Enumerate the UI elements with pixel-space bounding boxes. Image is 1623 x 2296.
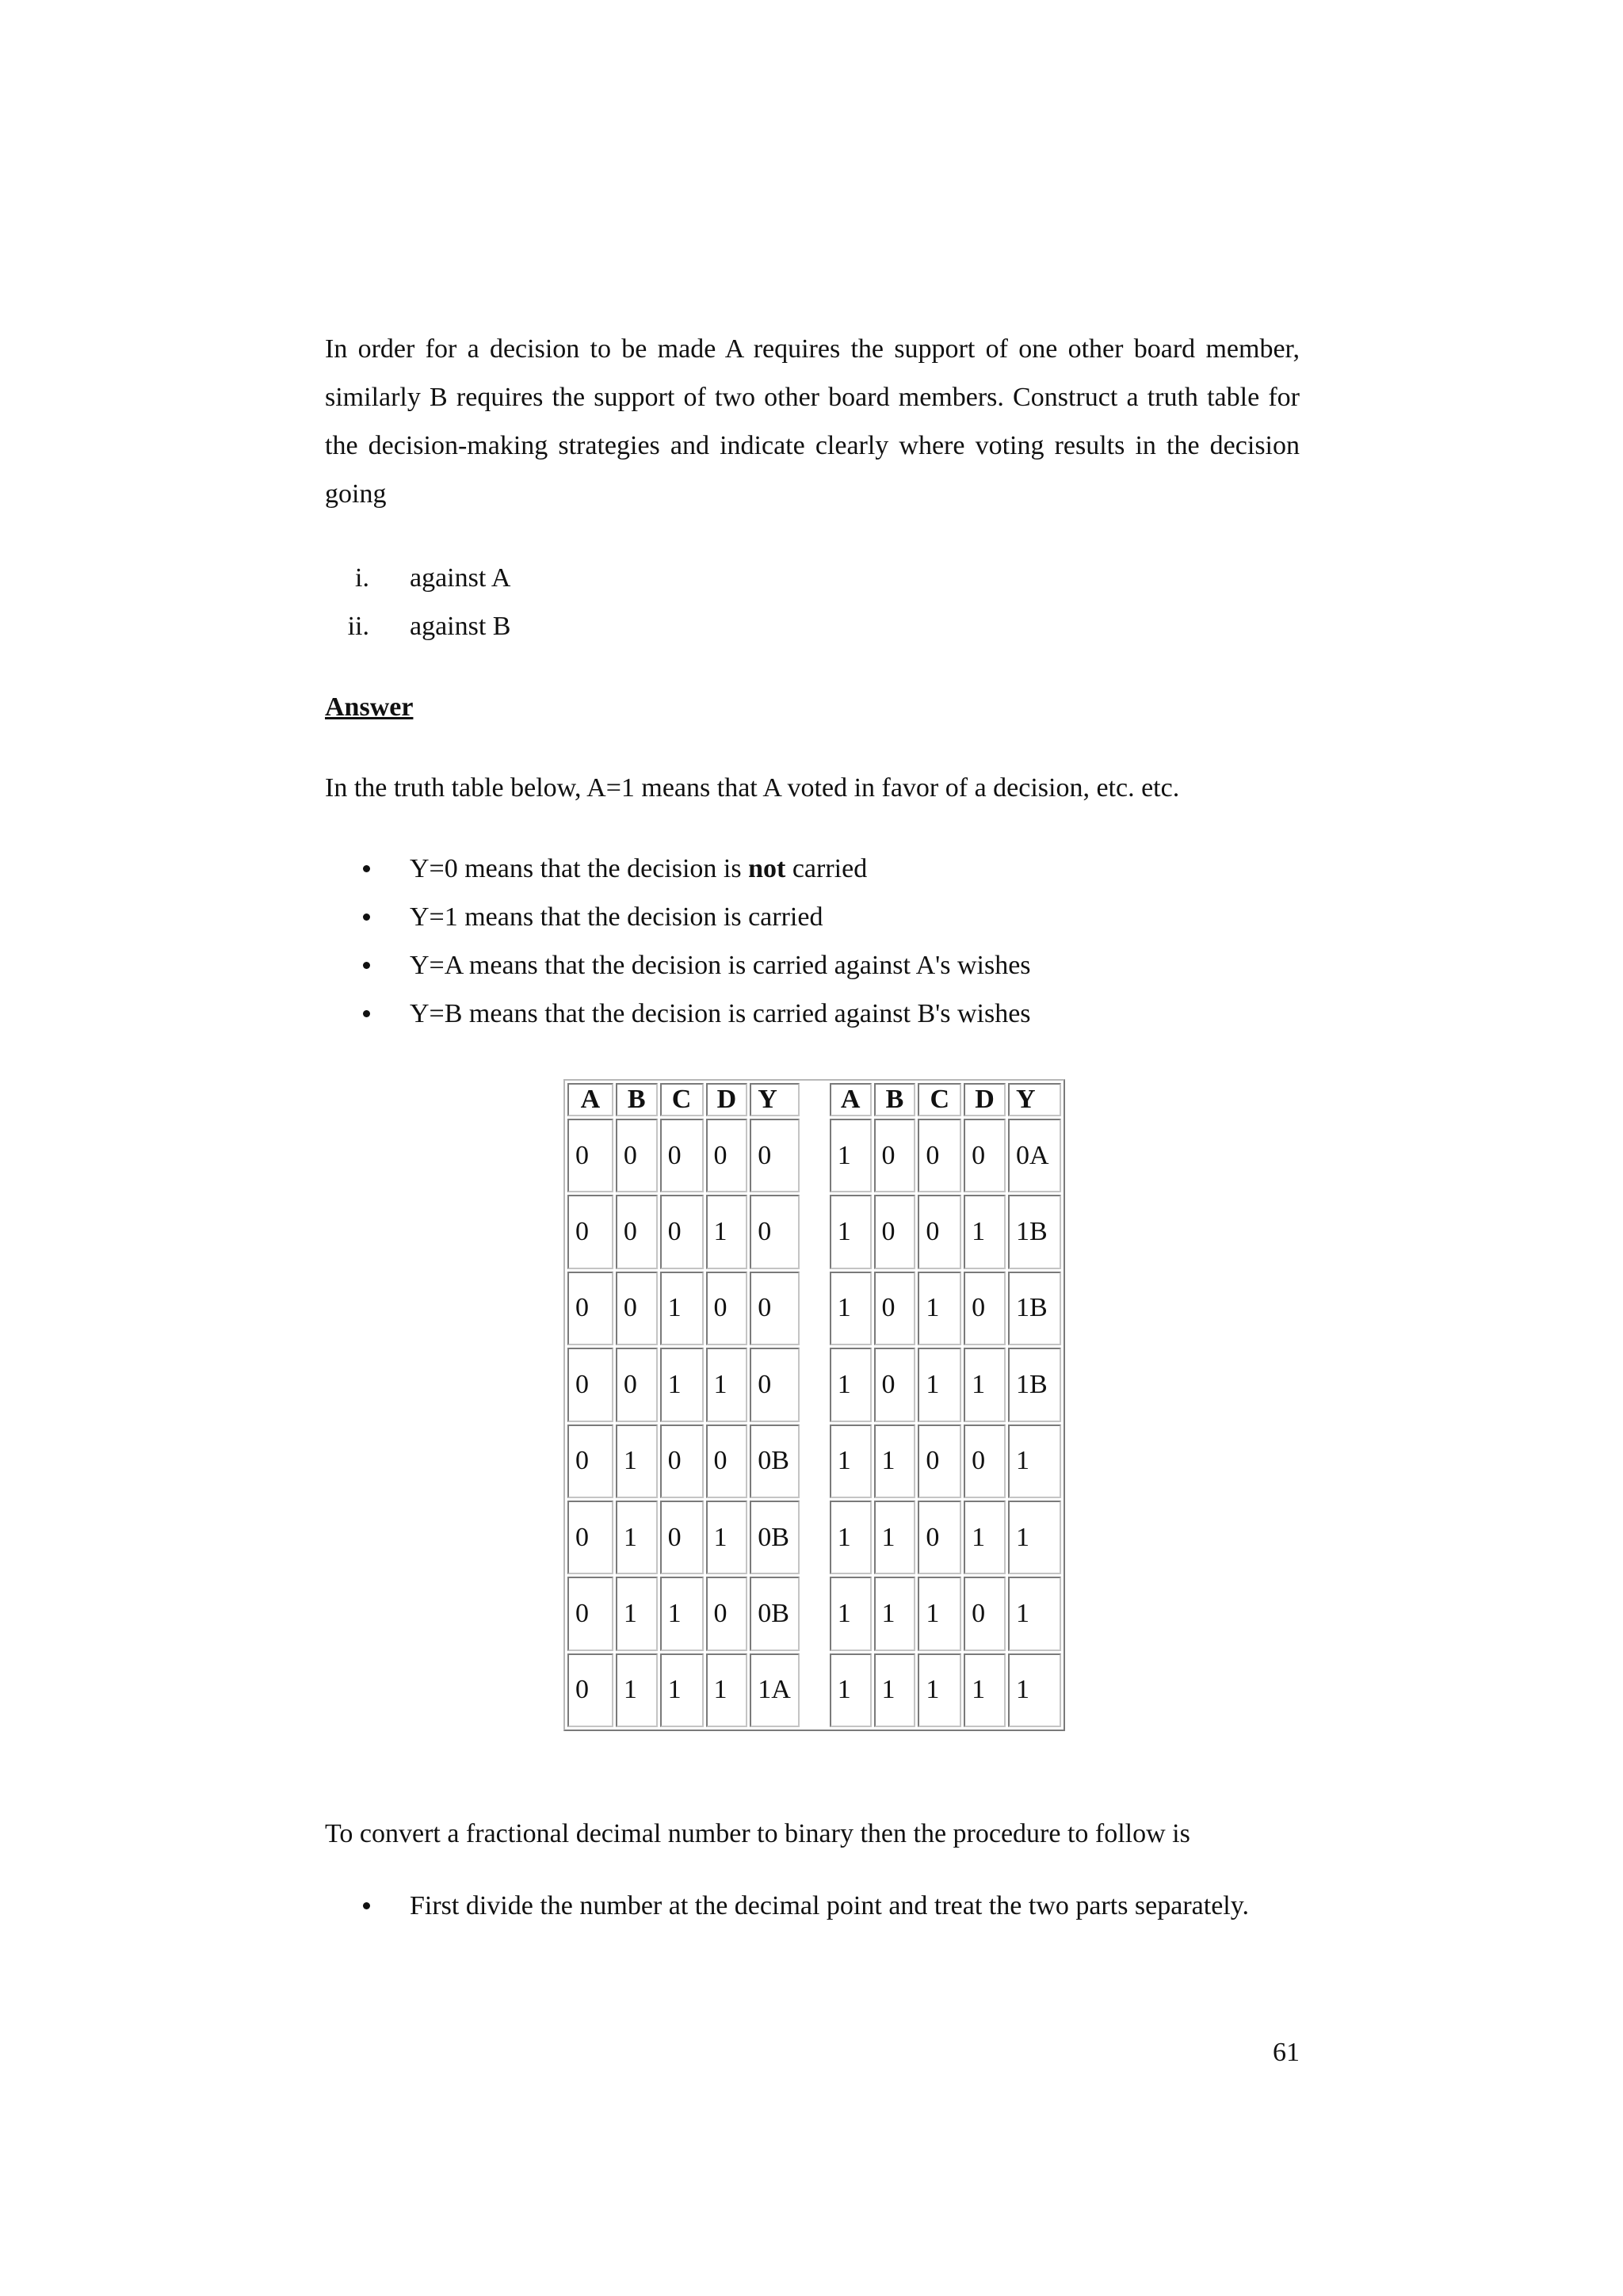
table-cell: 0B xyxy=(750,1577,800,1650)
column-spacer xyxy=(802,1425,827,1498)
table-cell: 1 xyxy=(1008,1577,1061,1650)
column-header: A xyxy=(830,1083,872,1116)
table-cell: 0 xyxy=(567,1348,613,1421)
table-cell: 0 xyxy=(750,1348,800,1421)
table-cell: 0 xyxy=(750,1195,800,1268)
table-cell: 1 xyxy=(830,1119,872,1192)
table-cell: 1 xyxy=(616,1501,658,1574)
table-cell: 1 xyxy=(918,1348,961,1421)
table-cell: 0 xyxy=(706,1425,748,1498)
legend-text: Y=1 means that the decision is carried xyxy=(410,902,823,932)
table-cell: 0 xyxy=(918,1425,961,1498)
table-cell: 0 xyxy=(706,1577,748,1650)
legend-item xyxy=(325,990,1300,1038)
table-cell: 1 xyxy=(1008,1501,1061,1574)
table-cell: 1A xyxy=(750,1653,800,1727)
table-cell: 1 xyxy=(874,1501,916,1574)
table-cell: 0 xyxy=(918,1501,961,1574)
table-cell: 1 xyxy=(616,1653,658,1727)
convert-step-text: First divide the number at the decimal point and treat the two parts separately. xyxy=(410,1891,1250,1920)
table-row xyxy=(567,1577,1061,1650)
table-cell: 0 xyxy=(964,1425,1006,1498)
table-cell: 0 xyxy=(706,1272,748,1345)
table-cell: 0 xyxy=(567,1119,613,1192)
page-number: 61 xyxy=(1273,2038,1300,2067)
table-cell: 1 xyxy=(660,1653,704,1727)
table-cell: 0 xyxy=(964,1119,1006,1192)
column-spacer xyxy=(802,1195,827,1268)
table-cell: 0 xyxy=(567,1577,613,1650)
table-cell: 1 xyxy=(830,1425,872,1498)
column-spacer xyxy=(802,1348,827,1421)
table-cell: 0 xyxy=(750,1119,800,1192)
legend-list xyxy=(325,845,1300,1038)
bullet-icon xyxy=(363,962,370,969)
table-cell: 1 xyxy=(830,1348,872,1421)
table-cell: 0 xyxy=(660,1425,704,1498)
table-row xyxy=(567,1653,1061,1727)
bullet-icon xyxy=(363,1902,370,1909)
table-cell: 1 xyxy=(1008,1425,1061,1498)
table-cell: 0 xyxy=(750,1272,800,1345)
legend-item xyxy=(325,941,1300,990)
table-cell: 1 xyxy=(660,1348,704,1421)
table-row xyxy=(567,1348,1061,1421)
table-cell: 0A xyxy=(1008,1119,1061,1192)
column-header: C xyxy=(918,1083,961,1116)
table-cell: 1B xyxy=(1008,1272,1061,1345)
bullet-icon xyxy=(363,865,370,872)
table-cell: 1 xyxy=(964,1195,1006,1268)
table-cell: 1 xyxy=(660,1272,704,1345)
column-header: B xyxy=(616,1083,658,1116)
table-row xyxy=(567,1119,1061,1192)
table-header-row xyxy=(567,1083,1061,1116)
column-header: A xyxy=(567,1083,613,1116)
table-cell: 1 xyxy=(874,1577,916,1650)
table-cell: 1 xyxy=(964,1501,1006,1574)
truth-table xyxy=(565,1081,1064,1730)
convert-intro: To convert a fractional decimal number to binary then the procedure to follow is xyxy=(325,1819,1190,1848)
table-cell: 0 xyxy=(660,1195,704,1268)
legend-item xyxy=(325,893,1300,941)
table-cell: 1 xyxy=(830,1577,872,1650)
table-cell: 1 xyxy=(874,1653,916,1727)
table-cell: 0B xyxy=(750,1425,800,1498)
table-cell: 1 xyxy=(706,1501,748,1574)
column-header: Y xyxy=(1008,1083,1061,1116)
bullet-icon xyxy=(363,913,370,921)
column-spacer xyxy=(802,1083,827,1116)
table-cell: 1 xyxy=(964,1653,1006,1727)
table-cell: 1 xyxy=(830,1653,872,1727)
column-header: D xyxy=(706,1083,748,1116)
table-cell: 1 xyxy=(918,1272,961,1345)
table-cell: 0 xyxy=(660,1501,704,1574)
column-header: D xyxy=(964,1083,1006,1116)
table-cell: 0 xyxy=(567,1195,613,1268)
table-cell: 0 xyxy=(616,1348,658,1421)
legend-text: Y=0 means that the decision is not carried xyxy=(410,854,868,883)
table-cell: 1 xyxy=(964,1348,1006,1421)
table-cell: 0 xyxy=(964,1272,1006,1345)
table-cell: 0 xyxy=(616,1272,658,1345)
table-cell: 0 xyxy=(616,1195,658,1268)
column-header: C xyxy=(660,1083,704,1116)
column-spacer xyxy=(802,1119,827,1192)
table-cell: 1 xyxy=(830,1501,872,1574)
table-cell: 1 xyxy=(918,1577,961,1650)
table-cell: 1 xyxy=(830,1195,872,1268)
column-spacer xyxy=(802,1501,827,1574)
table-row xyxy=(567,1501,1061,1574)
table-cell: 0 xyxy=(616,1119,658,1192)
table-cell: 0 xyxy=(706,1119,748,1192)
table-cell: 0 xyxy=(964,1577,1006,1650)
table-cell: 0 xyxy=(567,1653,613,1727)
table-cell: 0 xyxy=(918,1195,961,1268)
legend-text: Y=A means that the decision is carried against A's wishes xyxy=(410,951,1031,980)
roman-item-text: against A xyxy=(410,563,511,593)
roman-numeral: ii. xyxy=(347,612,369,641)
truth-table-frame xyxy=(563,1079,1065,1731)
emphasis-not: not xyxy=(748,854,786,883)
table-cell: 0 xyxy=(874,1272,916,1345)
intro-paragraph: In order for a decision to be made A requires the support of one other board member, similarly B requires the support of two other board members. Construct a truth table for the decision-making strategies and indicate clearly where voting results in the decision going xyxy=(325,334,1300,509)
column-spacer xyxy=(802,1577,827,1650)
table-cell: 0 xyxy=(567,1501,613,1574)
answer-heading: Answer xyxy=(325,692,414,722)
table-cell: 0 xyxy=(874,1195,916,1268)
table-cell: 1 xyxy=(616,1425,658,1498)
table-cell: 0 xyxy=(874,1119,916,1192)
table-cell: 1 xyxy=(660,1577,704,1650)
column-header: Y xyxy=(750,1083,800,1116)
roman-item-text: against B xyxy=(410,612,511,641)
table-cell: 1B xyxy=(1008,1195,1061,1268)
legend-item xyxy=(325,845,1300,893)
table-row xyxy=(567,1425,1061,1498)
table-cell: 1B xyxy=(1008,1348,1061,1421)
table-cell: 1 xyxy=(706,1653,748,1727)
table-cell: 1 xyxy=(706,1195,748,1268)
table-cell: 0 xyxy=(567,1425,613,1498)
bullet-icon xyxy=(363,1010,370,1017)
table-cell: 1 xyxy=(616,1577,658,1650)
table-cell: 0 xyxy=(874,1348,916,1421)
table-row xyxy=(567,1195,1061,1268)
column-header: B xyxy=(874,1083,916,1116)
roman-list-item xyxy=(325,602,1038,650)
table-cell: 0 xyxy=(567,1272,613,1345)
table-cell: 1 xyxy=(706,1348,748,1421)
legend-text: Y=B means that the decision is carried against B's wishes xyxy=(410,999,1031,1028)
table-row xyxy=(567,1272,1061,1345)
truth-table-intro: In the truth table below, A=1 means that A voted in favor of a decision, etc. etc. xyxy=(325,773,1180,803)
column-spacer xyxy=(802,1272,827,1345)
column-spacer xyxy=(802,1653,827,1727)
table-cell: 1 xyxy=(874,1425,916,1498)
table-cell: 1 xyxy=(918,1653,961,1727)
table-cell: 0 xyxy=(918,1119,961,1192)
roman-list-item xyxy=(325,554,1038,602)
convert-step xyxy=(325,1882,1300,1930)
table-cell: 1 xyxy=(830,1272,872,1345)
roman-numeral: i. xyxy=(355,563,369,593)
convert-steps-list xyxy=(325,1882,1300,1930)
table-cell: 1 xyxy=(1008,1653,1061,1727)
table-cell: 0 xyxy=(660,1119,704,1192)
table-cell: 0B xyxy=(750,1501,800,1574)
